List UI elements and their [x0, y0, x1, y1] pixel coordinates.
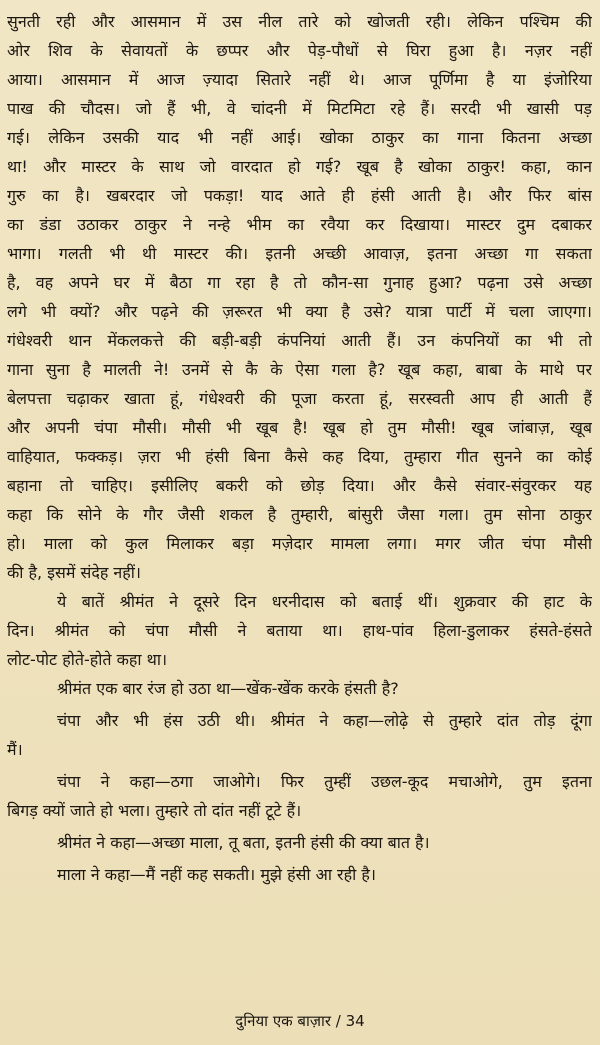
text-line: गंधेश्वरी थान मेंकलकत्ते की बड़ी-बड़ी कंपनियां आती हैं। उन कंपनियों का भी तो [7, 331, 592, 350]
paragraph [7, 674, 592, 703]
text-line: सुनती रही और आसमान में उस नील तारे को खोजती रही। लेकिन पश्चिम की [7, 12, 592, 31]
text-line: चंपा और भी हंस उठी थी। श्रीमंत ने कहा—लोढ़े से तुम्हारे दांत तोड़ दूंगा [57, 711, 592, 730]
text-line: ये बातें श्रीमंत ने दूसरे दिन धरनीदास को बताई थीं। शुक्रवार की हाट के [57, 592, 592, 611]
text-line: लगे भी क्यों? और पढ़ने की ज़रूरत भी क्या है उसे? यात्रा पार्टी में चला जाएगा। [7, 302, 592, 321]
text-line: भागा। गलती भी थी मास्टर की। इतनी अच्छी आवाज़, इतना अच्छा गा सकता [7, 244, 592, 263]
text-line: हो। माला को कुल मिलाकर बड़ा मज़ेदार मामला लगा। मगर जीत चंपा मौसी [7, 534, 592, 553]
text-line: और अपनी चंपा मौसी। मौसी भी खूब है! खूब हो तुम मौसी! खूब जांबाज़, खूब [7, 418, 592, 437]
text-line: वाहियात, फक्कड़। ज़रा भी हंसी बिना कैसे कह दिया, तुम्हारा गीत सुनने का कोई [7, 447, 592, 466]
text-line: बहाना तो चाहिए। इसीलिए बकरी को छोड़ दिया। और कैसे संवार-संवुरकर यह [7, 476, 592, 495]
text-line: गुरु का है। खबरदार जो पकड़ा! याद आते ही हंसी आती है। और फिर बांस [7, 186, 592, 205]
text-line: है, वह अपने घर में बैठा गा रहा है तो कौन-सा गुनाह हुआ? पढ़ना उसे अच्छा [7, 273, 592, 292]
text-line: श्रीमंत ने कहा—अच्छा माला, तू बता, इतनी हंसी की क्या बात है। [57, 833, 430, 852]
text-line: गाना सुना है मालती ने! उनमें से कै के ऐसा गला है? खूब कहा, बाबा के माथे पर [7, 360, 592, 379]
text-line: दिन। श्रीमंत को चंपा मौसी ने बताया था। हाथ-पांव हिला-डुलाकर हंसते-हंसते [7, 621, 592, 640]
paragraph [7, 587, 592, 674]
text-line: था! और मास्टर के साथ जो वारदात हो गई? खूब है खोका ठाकुर! कहा, कान [7, 157, 592, 176]
text-line: लोट-पोट होते-होते कहा था। [7, 650, 168, 669]
text-line: का डंडा उठाकर ठाकुर ने नन्हे भीम का रवैया कर दिखाया। मास्टर दुम दबाकर [7, 215, 592, 234]
text-line: ओर शिव के सेवायतों के छप्पर और पेड़-पौधों से घिरा हुआ है। नज़र नहीं [7, 41, 592, 60]
text-line: माला ने कहा—मैं नहीं कह सकती। मुझे हंसी आ रही है। [57, 865, 376, 884]
text-line: चंपा ने कहा—ठगा जाओगे। फिर तुम्हीं उछल-कूद मचाओगे, तुम इतना [57, 772, 592, 791]
text-line: की है, इसमें संदेह नहीं। [7, 563, 141, 582]
text-line: कहा कि सोने के गौर जैसी शकल है तुम्हारी, बांसुरी जैसा गला। तुम सोना ठाकुर [7, 505, 592, 524]
text-line: बेलपत्ता चढ़ाकर खाता हूं, गंधेश्वरी की पूजा करता हूं, सरस्वती आप ही आती हैं [7, 389, 592, 408]
text-line: बिगड़ क्यों जाते हो भला। तुम्हारे तो दांत नहीं टूटे हैं। [7, 801, 302, 820]
text-line: श्रीमंत एक बार रंज हो उठा था—खेंक-खेंक करके हंसती है? [57, 679, 399, 698]
paragraph [7, 7, 592, 587]
paragraph [7, 706, 592, 764]
text-line: मैं। [7, 740, 23, 759]
page-footer: दुनिया एक बाज़ार / 34 [235, 1012, 365, 1030]
paragraph [7, 767, 592, 825]
text-line: गई। लेकिन उसकी याद भी नहीं आई। खोका ठाकुर का गाना कितना अच्छा [7, 128, 592, 147]
page-body-text [7, 7, 592, 889]
text-line: पाख की चौदस। जो हैं भी, वे चांदनी में मिटमिटा रहे हैं। सरदी भी खासी पड़ [7, 99, 592, 118]
text-line: आया। आसमान में आज ज़्यादा सितारे नहीं थे। आज पूर्णिमा है या इंजोरिया [7, 70, 592, 89]
paragraph [7, 828, 592, 857]
paragraph [7, 860, 592, 889]
